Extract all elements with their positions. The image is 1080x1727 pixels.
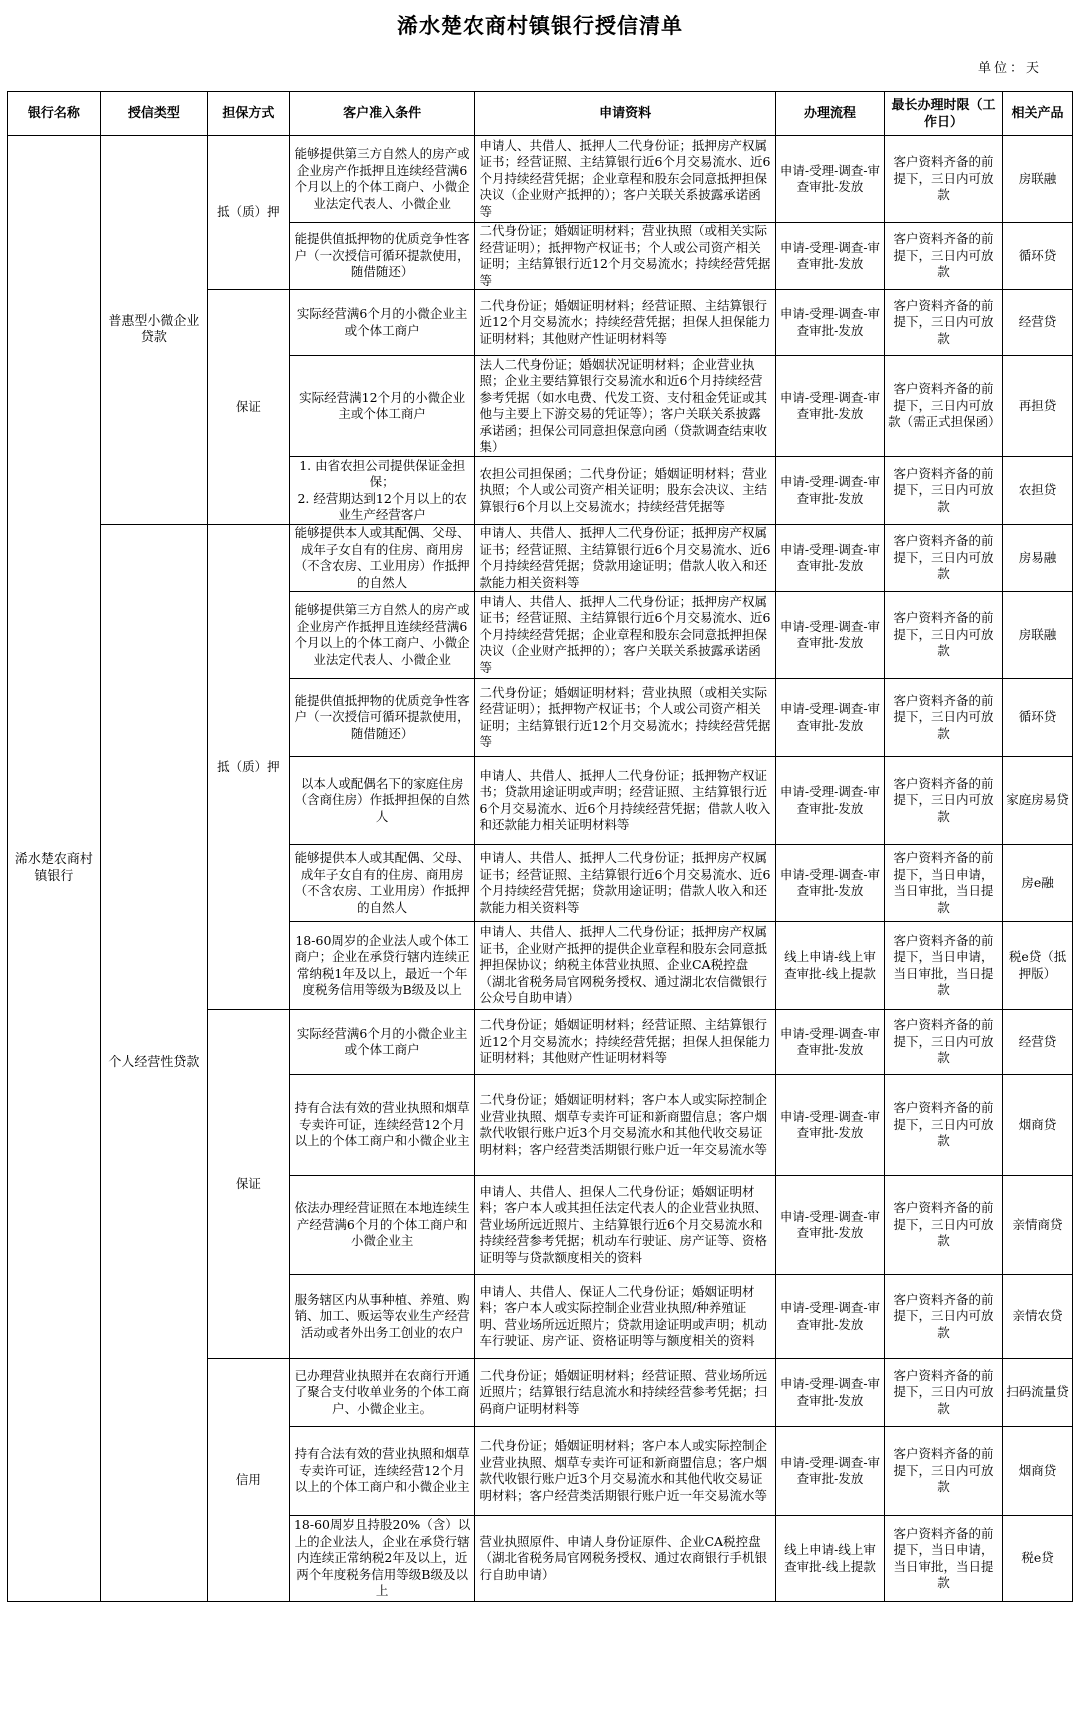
materials-cell: 二代身份证；婚姻证明材料；经营证照、主结算银行近12个月交易流水；持续经营凭据；担保人担保能力证明材料；其他财产性证明材料等	[475, 290, 775, 356]
credit-table	[7, 91, 1073, 1602]
time-cell: 客户资料齐备的前提下，当日申请，当日审批，当日提款	[885, 1516, 1003, 1602]
product-cell: 循环贷	[1003, 223, 1073, 290]
table-body	[8, 136, 1073, 1602]
header-row	[8, 92, 1073, 136]
materials-cell: 二代身份证；婚姻证明材料；客户本人或实际控制企业营业执照、烟草专卖许可证和新商盟信息；客户烟款代收银行账户近3个月交易流水和其他代收交易证明材料；客户经营类活期银行账户近一年交易流水等	[475, 1075, 775, 1176]
credit-type-cell: 个人经营性贷款	[100, 525, 207, 1602]
header-max-time: 最长办理时限（工作日）	[885, 92, 1003, 136]
materials-cell: 申请人、共借人、抵押人二代身份证；抵押房产权属证书；经营证照、主结算银行近6个月交易流水、近6个月持续经营凭据；贷款用途证明；借款人收入和还款能力相关资料等	[475, 525, 775, 592]
condition-cell: 能够提供第三方自然人的房产或企业房产作抵押且连续经营满6个月以上的个体工商户、小微企业法定代表人、小微企业	[289, 136, 475, 223]
process-cell: 申请-受理-调查-审查审批-发放	[775, 1176, 884, 1275]
header-materials: 申请资料	[475, 92, 775, 136]
time-cell: 客户资料齐备的前提下，三日内可放款	[885, 223, 1003, 290]
time-cell: 客户资料齐备的前提下，三日内可放款	[885, 290, 1003, 356]
process-cell: 申请-受理-调查-审查审批-发放	[775, 356, 884, 457]
header-bank: 银行名称	[8, 92, 101, 136]
materials-cell: 申请人、共借人、抵押人二代身份证；抵押房产权属证书，企业财产抵押的提供企业章程和股东会同意抵押担保协议；纳税主体营业执照、企业CA税控盘（湖北省税务局官网税务授权、通过湖北农信微银行公众号自助申请）	[475, 922, 775, 1010]
condition-cell: 能够提供本人或其配偶、父母、成年子女自有的住房、商用房（不含农房、工业用房）作抵押的自然人	[289, 845, 475, 922]
condition-cell: 能够提供第三方自然人的房产或企业房产作抵押且连续经营满6个月以上的个体工商户、小微企业法定代表人、小微企业	[289, 592, 475, 679]
process-cell: 申请-受理-调查-审查审批-发放	[775, 457, 884, 525]
product-cell: 房联融	[1003, 136, 1073, 223]
condition-cell: 能提供值抵押物的优质竞争性客户（一次授信可循环提款使用，随借随还）	[289, 679, 475, 757]
product-cell: 亲情商贷	[1003, 1176, 1073, 1275]
header-credit-type: 授信类型	[100, 92, 207, 136]
materials-cell: 农担公司担保函；二代身份证；婚姻证明材料；营业执照；个人或公司资产相关证明；股东会决议、主结算银行6个月以上交易流水；持续经营凭据等	[475, 457, 775, 525]
guarantee-cell: 信用	[207, 1359, 289, 1602]
time-cell: 客户资料齐备的前提下，三日内可放款	[885, 136, 1003, 223]
time-cell: 客户资料齐备的前提下，三日内可放款	[885, 525, 1003, 592]
table-row	[8, 525, 1073, 592]
product-cell: 亲情农贷	[1003, 1275, 1073, 1359]
materials-cell: 申请人、共借人、抵押人二代身份证；抵押物产权证书；贷款用途证明或声明；经营证照、主结算银行近6个月交易流水、近6个月持续经营凭据；借款人收入和还款能力相关证明材料等	[475, 757, 775, 845]
time-cell: 客户资料齐备的前提下，三日内可放款	[885, 679, 1003, 757]
process-cell: 申请-受理-调查-审查审批-发放	[775, 757, 884, 845]
time-cell: 客户资料齐备的前提下，三日内可放款	[885, 1075, 1003, 1176]
guarantee-cell: 抵（质）押	[207, 525, 289, 1010]
header-process: 办理流程	[775, 92, 884, 136]
product-cell: 扫码流量贷	[1003, 1359, 1073, 1427]
process-cell: 申请-受理-调查-审查审批-发放	[775, 1075, 884, 1176]
condition-cell: 18-60周岁且持股20%（含）以上的企业法人，企业在承贷行辖内连续正常纳税2年及以上，近两个年度税务信用等级B级及以上	[289, 1516, 475, 1602]
time-cell: 客户资料齐备的前提下，三日内可放款	[885, 457, 1003, 525]
condition-cell: 服务辖区内从事种植、养殖、购销、加工、贩运等农业生产经营活动或者外出务工创业的农户	[289, 1275, 475, 1359]
document-title: 浠水楚农商村镇银行授信清单	[397, 14, 683, 38]
time-cell: 客户资料齐备的前提下，三日内可放款	[885, 1176, 1003, 1275]
materials-cell: 二代身份证；婚姻证明材料；经营证照、主结算银行近12个月交易流水；持续经营凭据；担保人担保能力证明材料；其他财产性证明材料等	[475, 1010, 775, 1075]
time-cell: 客户资料齐备的前提下，三日内可放款	[885, 757, 1003, 845]
process-cell: 申请-受理-调查-审查审批-发放	[775, 290, 884, 356]
bank-name-cell: 浠水楚农商村镇银行	[8, 136, 101, 1602]
process-cell: 申请-受理-调查-审查审批-发放	[775, 223, 884, 290]
credit-type-cell: 普惠型小微企业贷款	[100, 136, 207, 525]
process-cell: 线上申请-线上审查审批-线上提款	[775, 922, 884, 1010]
time-cell: 客户资料齐备的前提下，三日内可放款	[885, 1275, 1003, 1359]
condition-cell: 18-60周岁的企业法人或个体工商户；企业在承贷行辖内连续正常纳税1年及以上，最近一个年度税务信用等级为B级及以上	[289, 922, 475, 1010]
time-cell: 客户资料齐备的前提下，三日内可放款	[885, 1427, 1003, 1516]
process-cell: 申请-受理-调查-审查审批-发放	[775, 136, 884, 223]
materials-cell: 法人二代身份证；婚姻状况证明材料；企业营业执照；企业主要结算银行交易流水和近6个月持续经营参考凭据（如水电费、代发工资、支付租金凭证或其他与主要上下游交易的凭证等）；客户关联关系披露承诺函；担保公司同意担保意向函（贷款调查结束收集）	[475, 356, 775, 457]
condition-cell: 能够提供本人或其配偶、父母、成年子女自有的住房、商用房（不含农房、工业用房）作抵押的自然人	[289, 525, 475, 592]
condition-cell: 持有合法有效的营业执照和烟草专卖许可证，连续经营12个月以上的个体工商户和小微企业主	[289, 1075, 475, 1176]
product-cell: 房联融	[1003, 592, 1073, 679]
condition-cell: 已办理营业执照并在农商行开通了聚合支付收单业务的个体工商户、小微企业主。	[289, 1359, 475, 1427]
product-cell: 经营贷	[1003, 1010, 1073, 1075]
materials-cell: 申请人、共借人、抵押人二代身份证；抵押房产权属证书；经营证照、主结算银行近6个月交易流水、近6个月持续经营凭据；企业章程和股东会同意抵押担保决议（企业财产抵押的）；客户关联关系披露承诺函等	[475, 592, 775, 679]
materials-cell: 二代身份证；婚姻证明材料；经营证照、营业场所远近照片；结算银行结息流水和持续经营参考凭据；扫码商户证明材料等	[475, 1359, 775, 1427]
product-cell: 家庭房易贷	[1003, 757, 1073, 845]
guarantee-cell: 保证	[207, 290, 289, 525]
time-cell: 客户资料齐备的前提下，三日内可放款（需正式担保函）	[885, 356, 1003, 457]
condition-cell: 以本人或配偶名下的家庭住房（含商住房）作抵押担保的自然人	[289, 757, 475, 845]
time-cell: 客户资料齐备的前提下，三日内可放款	[885, 1359, 1003, 1427]
materials-cell: 二代身份证；婚姻证明材料；营业执照（或相关实际经营证明）；抵押物产权证书；个人或公司资产相关证明；主结算银行近12个月交易流水；持续经营凭据等	[475, 679, 775, 757]
process-cell: 申请-受理-调查-审查审批-发放	[775, 592, 884, 679]
product-cell: 烟商贷	[1003, 1427, 1073, 1516]
condition-cell: 实际经营满12个月的小微企业主或个体工商户	[289, 356, 475, 457]
condition-cell: 能提供值抵押物的优质竞争性客户（一次授信可循环提款使用，随借随还）	[289, 223, 475, 290]
time-cell: 客户资料齐备的前提下，当日申请，当日审批，当日提款	[885, 922, 1003, 1010]
process-cell: 申请-受理-调查-审查审批-发放	[775, 1275, 884, 1359]
condition-cell: 持有合法有效的营业执照和烟草专卖许可证，连续经营12个月以上的个体工商户和小微企业主	[289, 1427, 475, 1516]
process-cell: 申请-受理-调查-审查审批-发放	[775, 1010, 884, 1075]
product-cell: 税e贷	[1003, 1516, 1073, 1602]
product-cell: 循环贷	[1003, 679, 1073, 757]
product-cell: 税e贷（抵押版）	[1003, 922, 1073, 1010]
header-product: 相关产品	[1003, 92, 1073, 136]
product-cell: 烟商贷	[1003, 1075, 1073, 1176]
time-cell: 客户资料齐备的前提下，当日申请，当日审批，当日提款	[885, 845, 1003, 922]
process-cell: 申请-受理-调查-审查审批-发放	[775, 525, 884, 592]
process-cell: 申请-受理-调查-审查审批-发放	[775, 1427, 884, 1516]
process-cell: 线上申请-线上审查审批-线上提款	[775, 1516, 884, 1602]
header-conditions: 客户准入条件	[289, 92, 475, 136]
product-cell: 经营贷	[1003, 290, 1073, 356]
process-cell: 申请-受理-调查-审查审批-发放	[775, 845, 884, 922]
product-cell: 农担贷	[1003, 457, 1073, 525]
header-guarantee: 担保方式	[207, 92, 289, 136]
product-cell: 再担贷	[1003, 356, 1073, 457]
materials-cell: 申请人、共借人、担保人二代身份证；婚姻证明材料；客户本人或其担任法定代表人的企业营业执照、营业场所远近照片、主结算银行近6个月交易流水和持续经营参考凭据；机动车行驶证、房产证等、资格证明等与贷款额度相关的资料	[475, 1176, 775, 1275]
materials-cell: 申请人、共借人、抵押人二代身份证；抵押房产权属证书；经营证照、主结算银行近6个月交易流水、近6个月持续经营凭据；贷款用途证明；借款人收入和还款能力相关资料等	[475, 845, 775, 922]
time-cell: 客户资料齐备的前提下，三日内可放款	[885, 1010, 1003, 1075]
guarantee-cell: 保证	[207, 1010, 289, 1359]
materials-cell: 申请人、共借人、保证人二代身份证；婚姻证明材料；客户本人或实际控制企业营业执照/种养殖证明、营业场所远近照片；贷款用途证明或声明；机动车行驶证、房产证、资格证明等与额度相关的资料	[475, 1275, 775, 1359]
condition-cell: 依法办理经营证照在本地连续生产经营满6个月的个体工商户和小微企业主	[289, 1176, 475, 1275]
unit-label: 单位：天	[977, 61, 1042, 76]
process-cell: 申请-受理-调查-审查审批-发放	[775, 1359, 884, 1427]
process-cell: 申请-受理-调查-审查审批-发放	[775, 679, 884, 757]
table-row	[8, 136, 1073, 223]
guarantee-cell: 抵（质）押	[207, 136, 289, 290]
condition-cell: 1. 由省农担公司提供保证金担保； 2. 经营期达到12个月以上的农业生产经营客户	[289, 457, 475, 525]
materials-cell: 营业执照原件、申请人身份证原件、企业CA税控盘（湖北省税务局官网税务授权、通过农商银行手机银行自助申请）	[475, 1516, 775, 1602]
materials-cell: 二代身份证；婚姻证明材料；客户本人或实际控制企业营业执照、烟草专卖许可证和新商盟信息；客户烟款代收银行账户近3个月交易流水和其他代收交易证明材料；客户经营类活期银行账户近一年交易流水等	[475, 1427, 775, 1516]
condition-cell: 实际经营满6个月的小微企业主或个体工商户	[289, 290, 475, 356]
product-cell: 房e融	[1003, 845, 1073, 922]
materials-cell: 二代身份证；婚姻证明材料；营业执照（或相关实际经营证明）；抵押物产权证书；个人或公司资产相关证明；主结算银行近12个月交易流水；持续经营凭据等	[475, 223, 775, 290]
materials-cell: 申请人、共借人、抵押人二代身份证；抵押房产权属证书；经营证照、主结算银行近6个月交易流水、近6个月持续经营凭据；企业章程和股东会同意抵押担保决议（企业财产抵押的）；客户关联关系披露承诺函等	[475, 136, 775, 223]
time-cell: 客户资料齐备的前提下，三日内可放款	[885, 592, 1003, 679]
product-cell: 房易融	[1003, 525, 1073, 592]
condition-cell: 实际经营满6个月的小微企业主或个体工商户	[289, 1010, 475, 1075]
